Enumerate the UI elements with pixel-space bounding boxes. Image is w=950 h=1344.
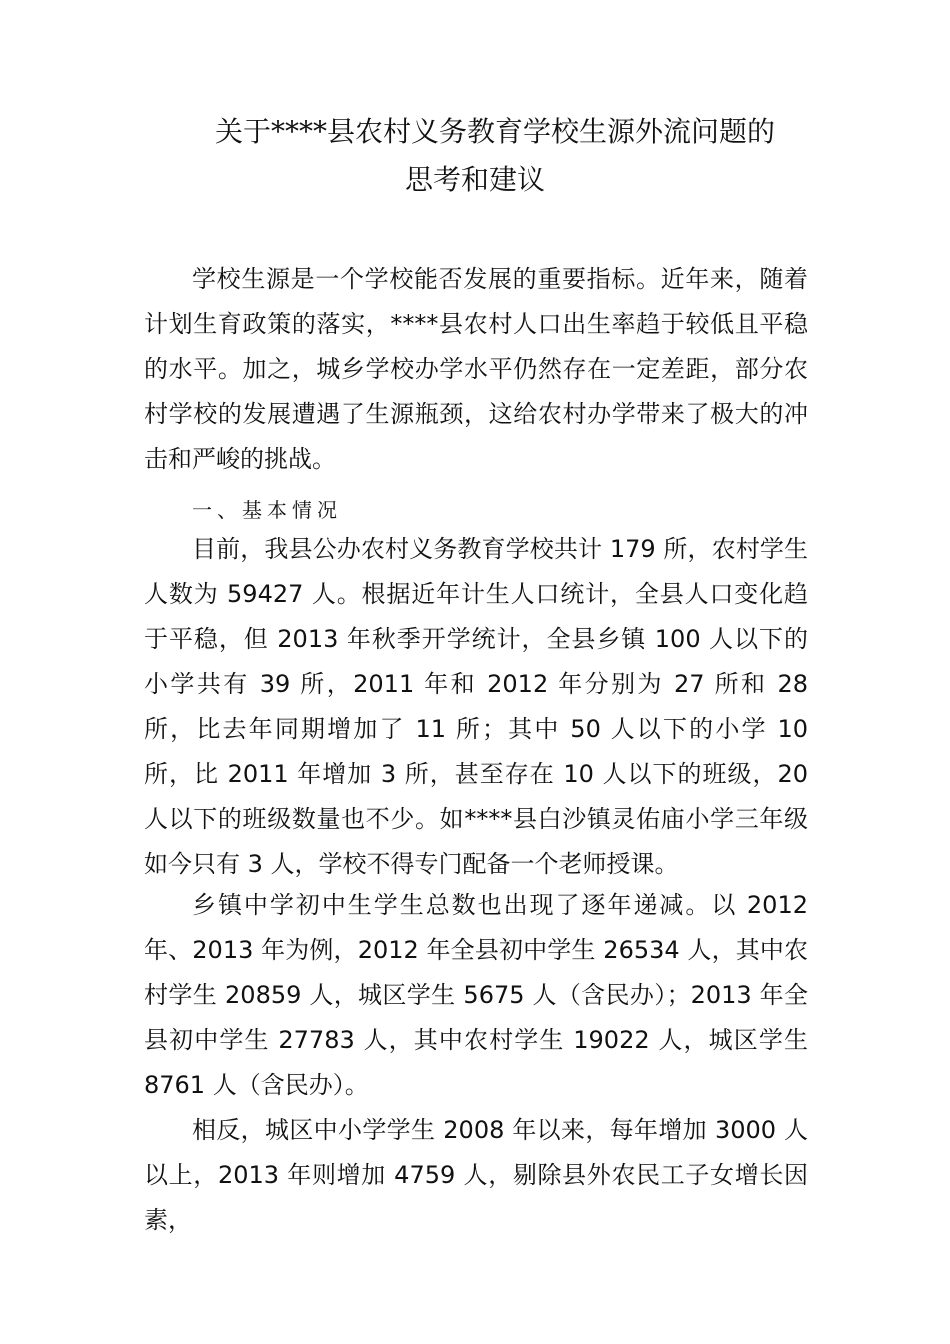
section1-paragraph-3: 相反，城区中小学学生 2008 年以来，每年增加 3000 人以上，2013 年则增加 4759 人，剔除县外农民工子女增长因素， [144, 1116, 808, 1234]
section-heading-basic-situation: 一、基本情况 [192, 498, 342, 522]
document-title-line-1: 关于****县农村义务教育学校生源外流问题的 [215, 115, 776, 148]
intro-paragraph: 学校生源是一个学校能否发展的重要指标。近年来，随着计划生育政策的落实，****县农村人口出生率趋于较低且平稳的水平。加之，城乡学校办学水平仍然存在一定差距，部分农村学校的发展遭遇了生源瓶颈，这给农村办学带来了极大的冲击和严峻的挑战。 [144, 265, 808, 473]
section1-paragraph-1: 目前，我县公办农村义务教育学校共计 179 所，农村学生人数为 59427 人。根据近年计生人口统计，全县人口变化趋于平稳，但 2013 年秋季开学统计，全县乡镇 100 人以下的小学共有 39 所，2011 年和 2012 年分别为 27 所和 28 所，比去年同期增加了 11 所；其中 50 人以下的小学 10 所，比 2011 年增加 3 所，甚至存在 10 人以下的班级，20 人以下的班级数量也不少。如****县白沙镇灵佑庙小学三年级如今只有 3 人，学校不得专门配备一个老师授课。 [144, 535, 808, 878]
document-title-line-2: 思考和建议 [405, 163, 546, 196]
section1-paragraph-2: 乡镇中学初中生学生总数也出现了逐年递减。以 2012 年、2013 年为例，2012 年全县初中学生 26534 人，其中农村学生 20859 人，城区学生 5675 人（含民办）；2013 年全县初中学生 27783 人，其中农村学生 19022 人，城区学生 8761 人（含民办）。 [144, 891, 808, 1099]
